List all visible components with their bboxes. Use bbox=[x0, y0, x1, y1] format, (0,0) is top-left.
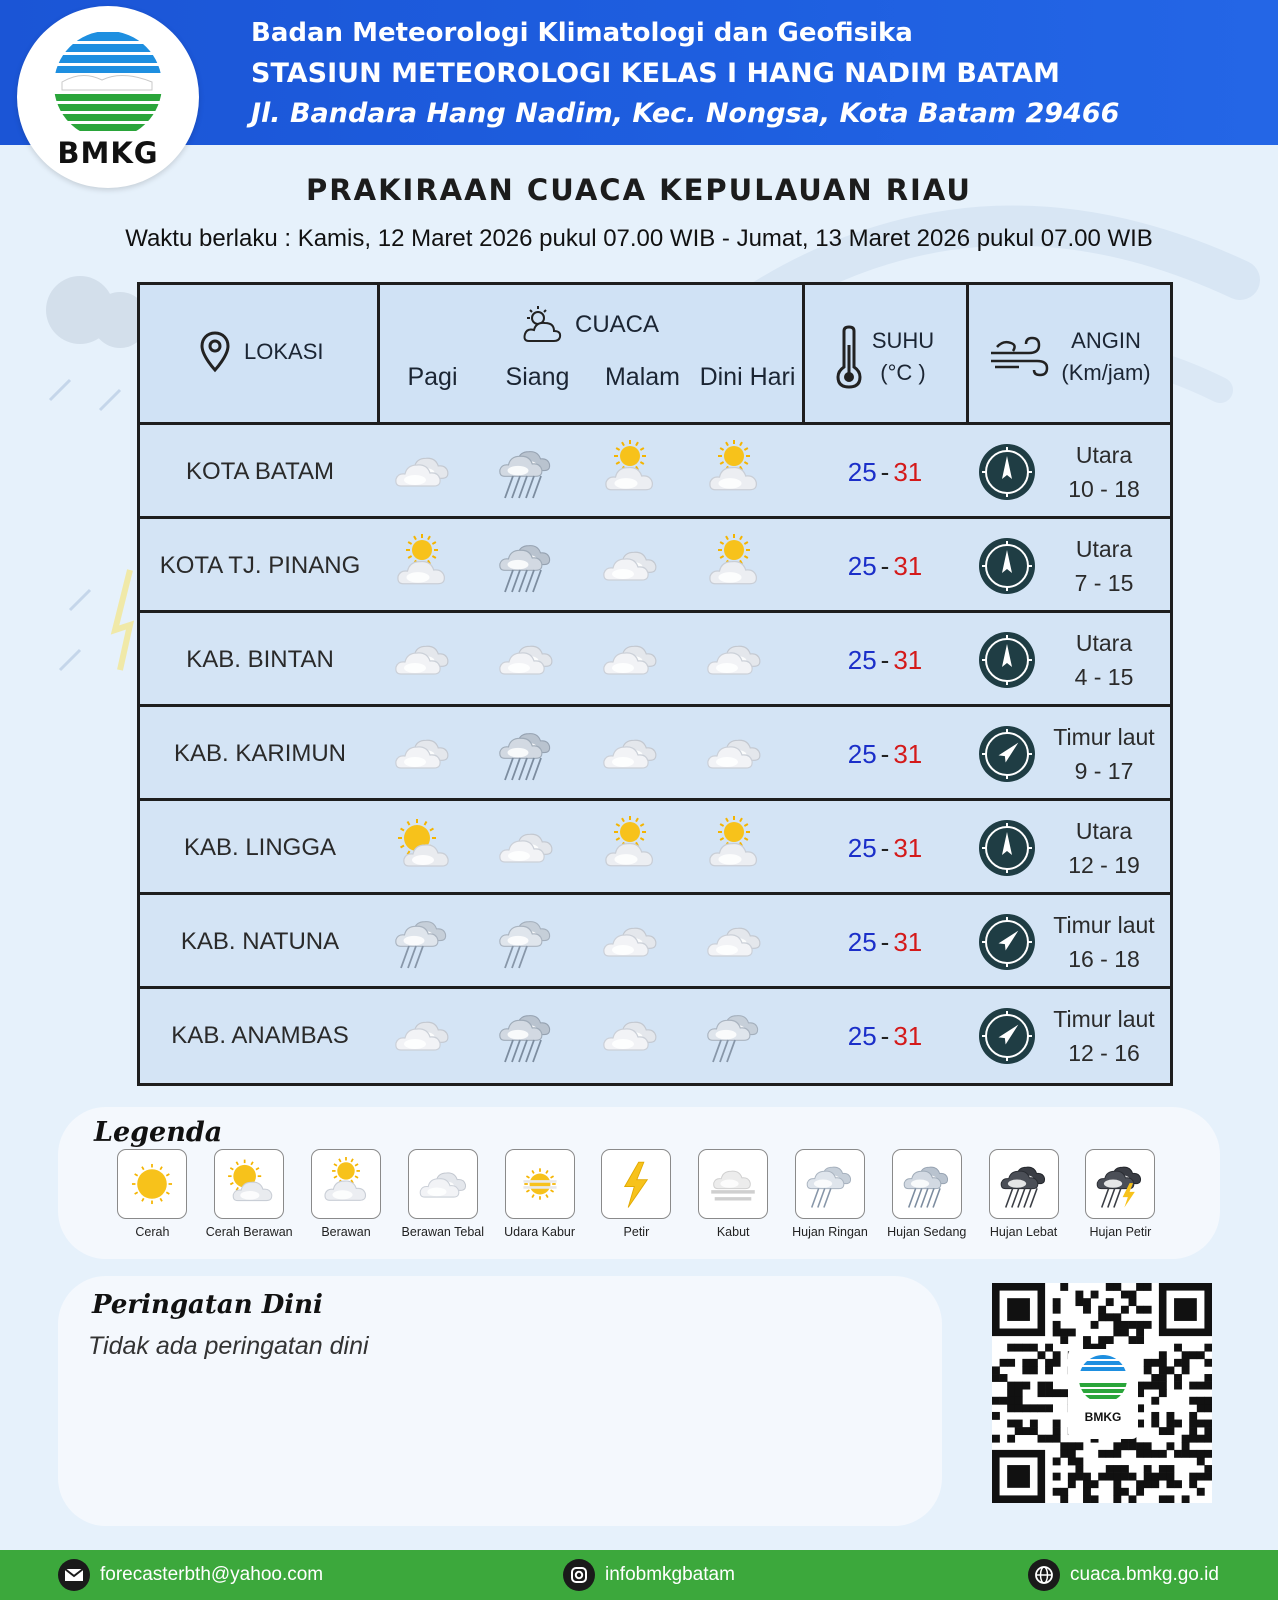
bmkg-emblem-icon bbox=[1068, 1349, 1138, 1405]
footer-email[interactable] bbox=[58, 1559, 323, 1591]
legend-panel bbox=[58, 1107, 1220, 1259]
bmkg-emblem-icon bbox=[52, 30, 164, 140]
period-dini-hari: Dini Hari bbox=[699, 363, 796, 391]
weather-siang-hujan-sedang-icon bbox=[481, 717, 571, 789]
weather-siang-hujan-sedang-icon bbox=[481, 999, 571, 1071]
hujan-ringan-icon bbox=[795, 1149, 865, 1219]
instagram-icon bbox=[563, 1559, 595, 1591]
thermometer-icon bbox=[836, 325, 862, 389]
legend-item bbox=[491, 1149, 588, 1239]
kabut-icon bbox=[698, 1149, 768, 1219]
legend-item bbox=[878, 1149, 975, 1239]
weather-pagi-berawan-tebal-icon bbox=[377, 717, 467, 789]
cerah-berawan-icon bbox=[214, 1149, 284, 1219]
location-pin-icon bbox=[200, 331, 230, 373]
footer-website-text: cuaca.bmkg.go.id bbox=[1070, 1564, 1219, 1585]
udara-kabur-icon bbox=[505, 1149, 575, 1219]
bmkg-logo bbox=[17, 6, 199, 188]
wind-direction: Utara bbox=[1075, 630, 1133, 656]
temperature-range bbox=[805, 613, 965, 707]
hujan-petir-icon bbox=[1085, 1149, 1155, 1219]
weather-pagi-berawan-icon bbox=[377, 529, 467, 601]
temp-separator: - bbox=[880, 738, 890, 769]
weather-siang-hujan-sedang-icon bbox=[481, 435, 571, 507]
northeast-compass-icon bbox=[978, 725, 1036, 783]
legend-item bbox=[588, 1149, 685, 1239]
sun-cloud-outline-icon bbox=[521, 305, 563, 345]
temp-separator: - bbox=[880, 456, 890, 487]
table-row bbox=[140, 989, 1170, 1083]
wind-direction: Utara bbox=[1075, 818, 1133, 844]
header-angin bbox=[970, 325, 1170, 389]
lokasi-label: LOKASI bbox=[244, 339, 324, 364]
berawan-icon bbox=[311, 1149, 381, 1219]
temp-separator: - bbox=[880, 644, 890, 675]
qr-logo-label: BMKG bbox=[1084, 1410, 1122, 1424]
weather-dini-hari-berawan-icon bbox=[689, 435, 779, 507]
temp-min: 25 bbox=[847, 550, 877, 581]
temperature-range bbox=[805, 895, 965, 989]
legend-item bbox=[685, 1149, 782, 1239]
warning-panel bbox=[58, 1276, 942, 1526]
wind-info bbox=[1040, 989, 1168, 1083]
legend-item bbox=[298, 1149, 395, 1239]
weather-dini-hari-berawan-tebal-icon bbox=[689, 905, 779, 977]
legend-label: Hujan Sedang bbox=[887, 1225, 967, 1239]
page-title: PRAKIRAAN CUACA KEPULAUAN RIAU bbox=[306, 173, 972, 207]
legend-item bbox=[104, 1149, 201, 1239]
weather-dini-hari-berawan-tebal-icon bbox=[689, 623, 779, 695]
header-cuaca bbox=[380, 305, 800, 345]
legend-label: Petir bbox=[623, 1225, 650, 1239]
wind-speed: 12 - 16 bbox=[1068, 1040, 1140, 1066]
temp-min: 25 bbox=[847, 738, 877, 769]
period-malam: Malam bbox=[604, 363, 680, 391]
legend-item bbox=[1072, 1149, 1169, 1239]
forecast-table bbox=[137, 282, 1173, 1086]
location-name: KOTA TJ. PINANG bbox=[159, 552, 361, 579]
qr-code[interactable] bbox=[992, 1283, 1212, 1503]
wind-info bbox=[1040, 895, 1168, 989]
wind-info bbox=[1040, 425, 1168, 519]
weather-malam-berawan-tebal-icon bbox=[585, 529, 675, 601]
warning-text: Tidak ada peringatan dini bbox=[88, 1332, 369, 1360]
legend-label: Hujan Lebat bbox=[989, 1225, 1058, 1239]
weather-dini-hari-berawan-icon bbox=[689, 811, 779, 883]
table-row bbox=[140, 613, 1170, 707]
wind-direction: Timur laut bbox=[1053, 912, 1155, 938]
legend-title: Legenda bbox=[94, 1117, 223, 1148]
validity-period: Waktu berlaku : Kamis, 12 Maret 2026 pukul 07.00 WIB - Jumat, 13 Maret 2026 pukul 07.00 WIB bbox=[125, 225, 1153, 252]
legend-label: Hujan Ringan bbox=[792, 1225, 868, 1239]
location-name: KAB. BINTAN bbox=[186, 646, 334, 673]
weather-malam-berawan-tebal-icon bbox=[585, 717, 675, 789]
wind-speed: 16 - 18 bbox=[1068, 946, 1140, 972]
temp-separator: - bbox=[880, 926, 890, 957]
wind-speed: 4 - 15 bbox=[1074, 664, 1134, 690]
table-row bbox=[140, 801, 1170, 895]
weather-pagi-berawan-tebal-icon bbox=[377, 999, 467, 1071]
qr-center-logo bbox=[1068, 1349, 1138, 1439]
northeast-compass-icon bbox=[978, 913, 1036, 971]
globe-icon bbox=[1028, 1559, 1060, 1591]
legend-label: Berawan Tebal bbox=[401, 1225, 485, 1239]
table-row bbox=[140, 425, 1170, 519]
location-name: KAB. KARIMUN bbox=[173, 740, 347, 767]
temp-max: 31 bbox=[893, 1020, 923, 1051]
weather-malam-berawan-icon bbox=[585, 435, 675, 507]
weather-dini-hari-berawan-icon bbox=[689, 529, 779, 601]
legend-label: Cerah Berawan bbox=[205, 1225, 293, 1239]
temperature-range bbox=[805, 989, 965, 1083]
temp-min: 25 bbox=[847, 644, 877, 675]
temperature-range bbox=[805, 801, 965, 895]
table-header bbox=[140, 285, 1170, 425]
cerah-icon bbox=[117, 1149, 187, 1219]
header-suhu bbox=[805, 325, 965, 389]
temp-separator: - bbox=[880, 832, 890, 863]
hujan-lebat-icon bbox=[989, 1149, 1059, 1219]
table-row bbox=[140, 519, 1170, 613]
temperature-range bbox=[805, 519, 965, 613]
legend-item bbox=[201, 1149, 298, 1239]
location-name: KAB. NATUNA bbox=[180, 928, 340, 955]
wind-speed: 9 - 17 bbox=[1074, 758, 1134, 784]
legend-item bbox=[394, 1149, 491, 1239]
period-pagi: Pagi bbox=[407, 363, 458, 391]
temp-max: 31 bbox=[893, 644, 923, 675]
weather-pagi-hujan-ringan-icon bbox=[377, 905, 467, 977]
weather-siang-berawan-tebal-icon bbox=[481, 811, 571, 883]
station-address: Jl. Bandara Hang Nadim, Kec. Nongsa, Kota Batam 29466 bbox=[251, 98, 1120, 129]
weather-siang-berawan-tebal-icon bbox=[481, 623, 571, 695]
temp-max: 31 bbox=[893, 832, 923, 863]
logo-label: BMKG bbox=[57, 136, 159, 170]
cuaca-label: CUACA bbox=[574, 311, 659, 338]
temperature-range bbox=[805, 707, 965, 801]
temp-separator: - bbox=[880, 550, 890, 581]
legend-label: Berawan bbox=[321, 1225, 371, 1239]
north-compass-icon bbox=[978, 537, 1036, 595]
table-row bbox=[140, 707, 1170, 801]
header-lokasi bbox=[200, 331, 323, 373]
wind-direction: Utara bbox=[1075, 536, 1133, 562]
weather-pagi-cerah-berawan-icon bbox=[377, 811, 467, 883]
angin-label: ANGIN bbox=[1071, 328, 1141, 353]
location-name: KAB. LINGGA bbox=[183, 834, 337, 861]
period-siang: Siang bbox=[505, 363, 570, 391]
temp-max: 31 bbox=[893, 738, 923, 769]
warning-title: Peringatan Dini bbox=[92, 1290, 323, 1320]
suhu-label: SUHU bbox=[871, 328, 935, 353]
berawan-tebal-icon bbox=[408, 1149, 478, 1219]
background-cloud-icon bbox=[40, 270, 150, 690]
legend-item bbox=[782, 1149, 879, 1239]
temp-min: 25 bbox=[847, 456, 877, 487]
temp-max: 31 bbox=[893, 550, 923, 581]
north-compass-icon bbox=[978, 819, 1036, 877]
wind-speed: 7 - 15 bbox=[1074, 570, 1134, 596]
north-compass-icon bbox=[978, 631, 1036, 689]
wind-icon bbox=[989, 335, 1049, 379]
legend-item bbox=[975, 1149, 1072, 1239]
legend-items bbox=[104, 1149, 1169, 1239]
angin-unit: (Km/jam) bbox=[1061, 360, 1151, 385]
legend-label: Hujan Petir bbox=[1089, 1225, 1152, 1239]
legend-label: Udara Kabur bbox=[504, 1225, 576, 1239]
temp-min: 25 bbox=[847, 832, 877, 863]
temp-max: 31 bbox=[893, 456, 923, 487]
weather-malam-berawan-tebal-icon bbox=[585, 623, 675, 695]
legend-label: Cerah bbox=[135, 1225, 170, 1239]
period-headers bbox=[380, 363, 800, 392]
weather-malam-berawan-tebal-icon bbox=[585, 905, 675, 977]
weather-pagi-berawan-tebal-icon bbox=[377, 435, 467, 507]
location-name: KOTA BATAM bbox=[185, 458, 335, 485]
weather-dini-hari-hujan-ringan-icon bbox=[689, 999, 779, 1071]
temp-min: 25 bbox=[847, 926, 877, 957]
north-compass-icon bbox=[978, 443, 1036, 501]
hujan-sedang-icon bbox=[892, 1149, 962, 1219]
wind-info bbox=[1040, 707, 1168, 801]
table-row bbox=[140, 895, 1170, 989]
footer bbox=[0, 1550, 1278, 1600]
temperature-range bbox=[805, 425, 965, 519]
agency-name: Badan Meteorologi Klimatologi dan Geofisika bbox=[251, 18, 913, 48]
northeast-compass-icon bbox=[978, 1007, 1036, 1065]
legend-label: Kabut bbox=[716, 1225, 750, 1239]
footer-instagram-text: infobmkgbatam bbox=[605, 1564, 735, 1585]
wind-direction: Utara bbox=[1075, 442, 1133, 468]
footer-instagram[interactable] bbox=[563, 1559, 735, 1591]
mail-icon bbox=[58, 1559, 90, 1591]
petir-icon bbox=[601, 1149, 671, 1219]
weather-malam-berawan-tebal-icon bbox=[585, 999, 675, 1071]
wind-speed: 12 - 19 bbox=[1068, 852, 1140, 878]
weather-siang-hujan-ringan-icon bbox=[481, 905, 571, 977]
suhu-unit: (°C ) bbox=[880, 360, 926, 385]
temp-max: 31 bbox=[893, 926, 923, 957]
wind-direction: Timur laut bbox=[1053, 1006, 1155, 1032]
temp-separator: - bbox=[880, 1020, 890, 1051]
wind-info bbox=[1040, 519, 1168, 613]
weather-dini-hari-berawan-tebal-icon bbox=[689, 717, 779, 789]
weather-malam-berawan-icon bbox=[585, 811, 675, 883]
wind-info bbox=[1040, 801, 1168, 895]
weather-siang-hujan-sedang-icon bbox=[481, 529, 571, 601]
wind-info bbox=[1040, 613, 1168, 707]
wind-direction: Timur laut bbox=[1053, 724, 1155, 750]
footer-website[interactable] bbox=[1028, 1559, 1219, 1591]
weather-pagi-berawan-tebal-icon bbox=[377, 623, 467, 695]
wind-speed: 10 - 18 bbox=[1068, 476, 1140, 502]
station-name: STASIUN METEOROLOGI KELAS I HANG NADIM BATAM bbox=[251, 58, 1060, 89]
footer-email-text: forecasterbth@yahoo.com bbox=[100, 1564, 324, 1585]
location-name: KAB. ANAMBAS bbox=[171, 1022, 349, 1049]
temp-min: 25 bbox=[847, 1020, 877, 1051]
